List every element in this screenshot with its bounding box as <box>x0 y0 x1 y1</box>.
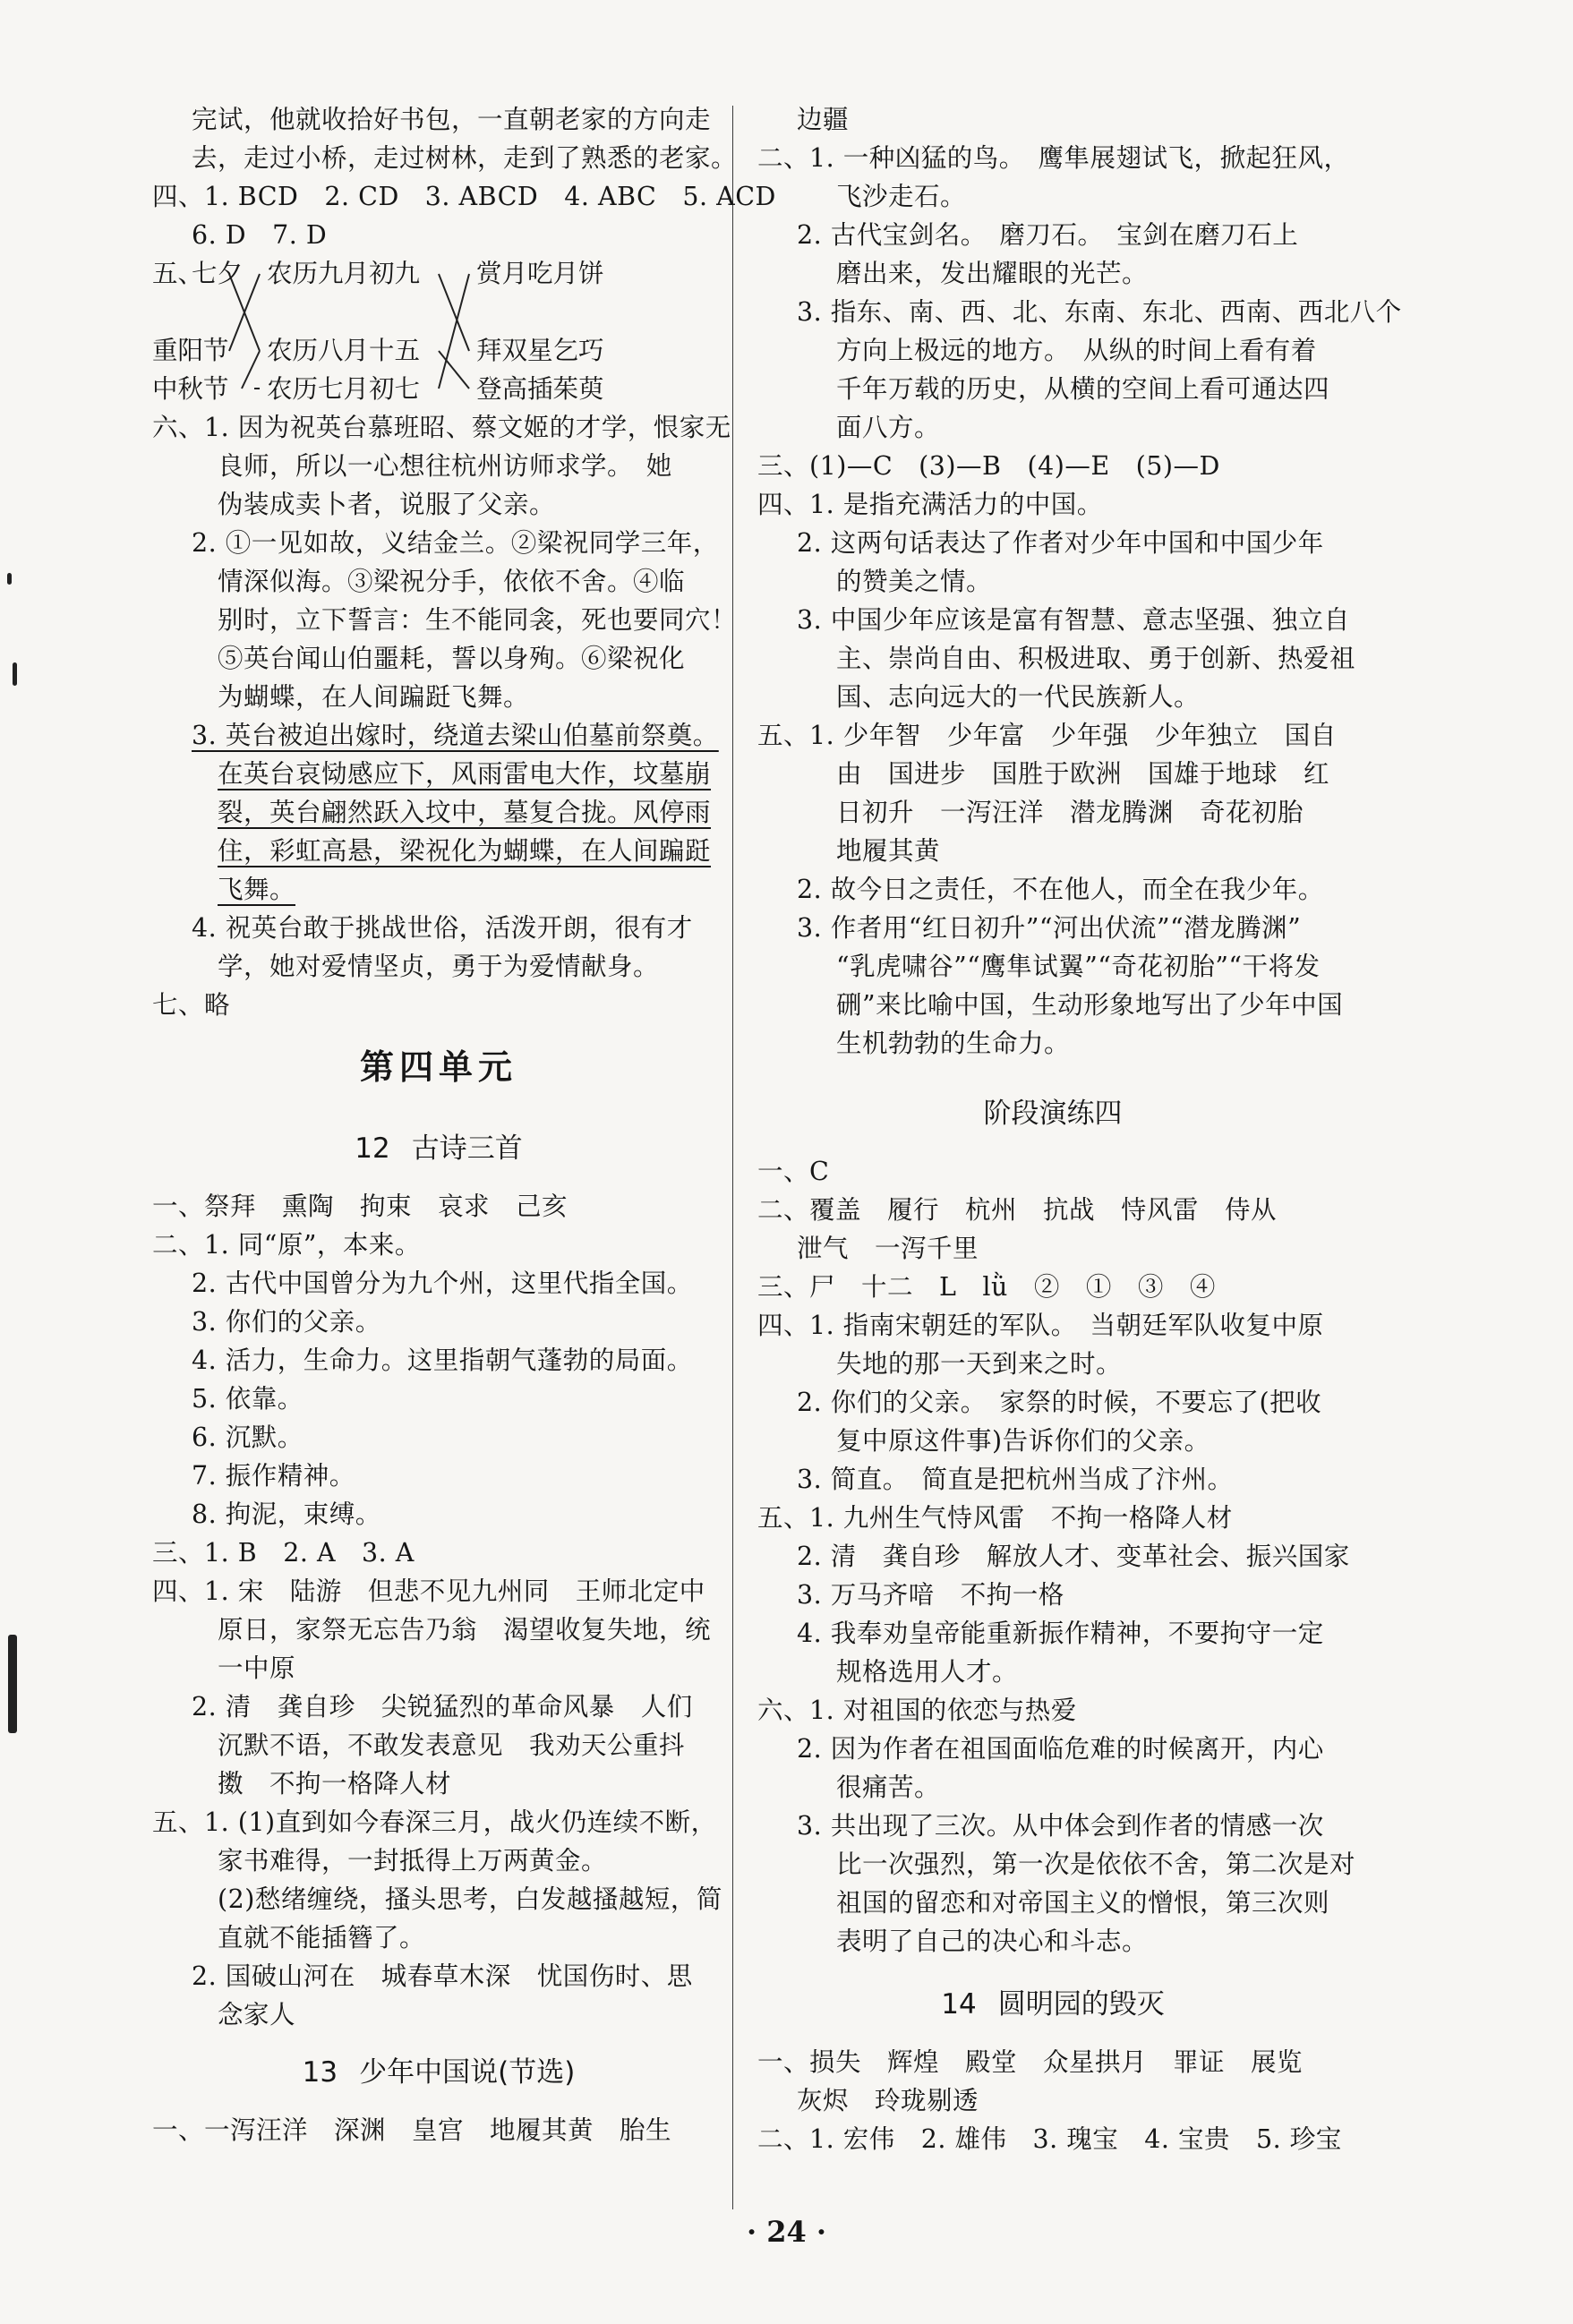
stage-practice-answers <box>757 1152 1356 1961</box>
answer-line: 4. 活力，生命力。这里指朝气蓬勃的局面。 <box>192 1346 693 1375</box>
answer-line: “乳虎啸谷”“鹰隼试翼”“奇花初胎”“干将发 <box>836 952 1321 981</box>
answer-line: 边疆 <box>797 105 850 134</box>
answer-line: 3. 简直。 简直是把杭州当成了汴州。 <box>797 1465 1234 1494</box>
answer-line: 表明了自己的决心和斗志。 <box>836 1927 1149 1956</box>
answer-line: 3. 作者用“红日初升”“河出伏流”“潜龙腾渊” <box>797 913 1302 943</box>
answer-line: 2. 古代宝剑名。 磨刀石。 宝剑在磨刀石上 <box>797 220 1299 250</box>
answer-line: 8. 拘泥，束缚。 <box>192 1499 381 1529</box>
answer-line: 一中原 <box>218 1653 296 1683</box>
answer-line: 2. 你们的父亲。 家祭的时候，不要忘了(把收 <box>797 1388 1322 1417</box>
answer-line: 很痛苦。 <box>836 1773 941 1802</box>
lesson-name: 少年中国说(节选) <box>359 2056 576 2089</box>
answer-line: 2. 因为作者在祖国面临危难的时候离开，内心 <box>797 1734 1324 1764</box>
answer-line: 2. 清 龚自珍 尖锐猛烈的革命风暴 人们 <box>192 1692 693 1722</box>
festival-2: 重阳节 <box>152 336 229 365</box>
date-1: 农历九月初九 <box>267 259 421 288</box>
lesson-number: 14 <box>941 1988 977 2021</box>
column-divider <box>732 106 733 2209</box>
answer-line: 2. ①一见如故，义结金兰。②梁祝同学三年， <box>192 528 719 558</box>
answer-line: 别时，立下誓言：生不能同衾，死也要同穴！ <box>218 605 738 635</box>
answer-line: 四、1. BCD 2. CD 3. ABCD 4. ABC 5. ACD <box>152 182 776 211</box>
answer-line: 二、覆盖 履行 杭州 抗战 恃风雷 侍从 <box>757 1195 1278 1225</box>
answer-line: 去，走过小桥，走过树林，走到了熟悉的老家。 <box>192 143 738 173</box>
answer-line: 三、1. B 2. A 3. A <box>152 1538 415 1568</box>
answer-line: ⑤英台闻山伯噩耗，誓以身殉。⑥梁祝化 <box>218 644 686 673</box>
answer-line: (2)愁绪缠绕，搔头思考，白发越搔越短，简 <box>218 1884 722 1914</box>
scan-binding-mark <box>8 1635 17 1733</box>
answer-line: 由 国进步 国胜于欧洲 国雄于地球 红 <box>836 759 1330 789</box>
answer-line: 3. 中国少年应该是富有智慧、意志坚强、独立自 <box>797 605 1350 635</box>
answer-line: 五、1. (1)直到如今春深三月，战火仍连续不断， <box>152 1807 717 1837</box>
lesson-14-title <box>757 1966 1348 2043</box>
answer-line: 在英台哀恸感应下，风雨雷电大作，坟墓崩 <box>218 759 712 789</box>
answer-line: 飞舞。 <box>218 875 296 904</box>
answer-line: 比一次强烈，第一次是依依不舍，第二次是对 <box>836 1850 1356 1879</box>
unit3-section-six-seven <box>152 408 738 1024</box>
answer-line: 生机勃勃的生命力。 <box>836 1029 1071 1058</box>
answer-line: 完试，他就收拾好书包，一直朝老家的方向走 <box>192 105 712 134</box>
answer-line: 二、1. 同“原”，本来。 <box>152 1230 421 1260</box>
answer-line: 为蝴蝶，在人间蹁跹飞舞。 <box>218 682 530 712</box>
stage-practice-title: 阶段演练四 <box>983 1098 1123 1130</box>
answer-line: 二、1. 一种凶猛的鸟。 鹰隼展翅试飞，掀起狂风， <box>757 143 1350 173</box>
answer-line: 住，彩虹高悬，梁祝化为蝴蝶，在人间蹁跹 <box>218 836 712 866</box>
custom-3: 登高插茱萸 <box>476 374 604 404</box>
page-number: · 24 · <box>746 2215 827 2249</box>
answer-line: 四、1. 是指充满活力的中国。 <box>757 490 1103 519</box>
answer-line: 国、志向远大的一代民族新人。 <box>836 682 1201 712</box>
answer-line: 裂，英台翩然跃入坟中，墓复合拢。风停雨 <box>218 798 712 827</box>
lesson-name: 古诗三首 <box>411 1132 523 1165</box>
answer-line: 面八方。 <box>836 413 941 442</box>
lesson-13-title <box>152 2034 725 2111</box>
unit3-continued-answers <box>152 100 776 254</box>
answer-line: 情深似海。③梁祝分手，依依不舍。④临 <box>218 567 686 596</box>
festival-1: 七夕 <box>192 259 244 288</box>
answer-line: 七、略 <box>152 990 231 1020</box>
answer-line: 4. 祝英台敢于挑战世俗，活泼开朗，很有才 <box>192 913 693 943</box>
unit-title: 第四单元 <box>359 1047 517 1087</box>
answer-line: 2. 清 龚自珍 解放人才、变革社会、振兴国家 <box>797 1542 1350 1571</box>
answer-line: 规格选用人才。 <box>836 1657 1019 1687</box>
answer-line: 复中原这件事)告诉你们的父亲。 <box>836 1426 1210 1456</box>
answer-line: 5. 依靠。 <box>192 1384 303 1414</box>
answer-line: 念家人 <box>218 2000 296 2029</box>
answer-line: 3. 共出现了三次。从中体会到作者的情感一次 <box>797 1811 1324 1841</box>
answer-line: 灰烬 玲珑剔透 <box>797 2086 979 2115</box>
answer-line: 6. D 7. D <box>192 220 328 250</box>
answer-line: 家书难得，一封抵得上万两黄金。 <box>218 1846 608 1875</box>
answer-line: 2. 这两句话表达了作者对少年中国和中国少年 <box>797 528 1324 558</box>
answer-line: 主、崇尚自由、积极进取、勇于创新、热爱祖 <box>836 644 1356 673</box>
answer-line: 3. 英台被迫出嫁时，绕道去梁山伯墓前祭奠。 <box>192 721 719 750</box>
custom-1: 赏月吃月饼 <box>476 259 604 288</box>
answer-line: 3. 指东、南、西、北、东南、东北、西南、西北八个 <box>797 297 1402 327</box>
answer-line: 沉默不语，不敢发表意见 我劝天公重抖 <box>218 1730 686 1760</box>
answer-line: 一、一泻汪洋 深渊 皇宫 地履其黄 胎生 <box>152 2115 672 2145</box>
answer-line: 泄气 一泻千里 <box>797 1234 979 1263</box>
answer-line: 擞 不拘一格降人材 <box>218 1769 452 1799</box>
answer-line: 磨出来，发出耀眼的光芒。 <box>836 259 1149 288</box>
answer-line: 地履其黄 <box>836 836 941 866</box>
answer-line: 祖国的留恋和对帝国主义的憎恨，第三次则 <box>836 1888 1330 1918</box>
answer-line: 飞沙走石。 <box>836 182 967 211</box>
date-2: 农历八月十五 <box>267 336 421 365</box>
answer-line: 一、祭拜 熏陶 拘束 哀求 己亥 <box>152 1192 569 1221</box>
answer-line: 五、1. 九州生气恃风雷 不拘一格降人材 <box>757 1503 1233 1533</box>
answer-line: 四、1. 宋 陆游 但悲不见九州同 王师北定中 <box>152 1576 705 1606</box>
date-3: 农历七月初七 <box>267 374 421 404</box>
answer-line: 6. 沉默。 <box>192 1423 303 1452</box>
answer-line: 硎”来比喻中国，生动形象地写出了少年中国 <box>836 990 1344 1020</box>
answer-line: 良师，所以一心想往杭州访师求学。 她 <box>218 451 672 481</box>
lesson-number: 12 <box>355 1132 390 1165</box>
left-column <box>152 100 776 2149</box>
lesson-12-title <box>152 1110 725 1187</box>
lesson-number: 13 <box>302 2056 338 2089</box>
answer-line: 六、1. 因为祝英台慕班昭、蔡文姬的才学，恨家无 <box>152 413 731 442</box>
answer-line: 7. 振作精神。 <box>192 1461 355 1491</box>
answer-line: 直就不能插簪了。 <box>218 1923 426 1952</box>
answer-line: 2. 故今日之责任，不在他人，而全在我少年。 <box>797 875 1324 904</box>
answer-line: 原日，家祭无忘告乃翁 渴望收复失地，统 <box>218 1615 712 1645</box>
lesson-12-answers <box>152 1187 725 2034</box>
answer-line: 2. 古代中国曾分为九个州，这里代指全国。 <box>192 1269 693 1298</box>
answer-line: 2. 国破山河在 城春草木深 忧国伤时、思 <box>192 1961 693 1991</box>
answer-line: 二、1. 宏伟 2. 雄伟 3. 瑰宝 4. 宝贵 5. 珍宝 <box>757 2124 1342 2154</box>
answer-line: 三、尸 十二 L lǜ ② ① ③ ④ <box>757 1272 1216 1302</box>
answer-line: 千年万载的历史，从横的空间上看可通达四 <box>836 374 1330 404</box>
answer-line: 的赞美之情。 <box>836 567 993 596</box>
answer-line: 日初升 一泻汪洋 潜龙腾渊 奇花初胎 <box>836 798 1304 827</box>
lesson-14-answers <box>757 2043 1348 2158</box>
custom-2: 拜双星乞巧 <box>476 336 604 365</box>
answer-line: 学，她对爱情坚贞，勇于为爱情献身。 <box>218 952 660 981</box>
answer-line: 三、(1)—C (3)—B (4)—E (5)—D <box>757 451 1220 481</box>
answer-line: 四、1. 指南宋朝廷的军队。 当朝廷军队收复中原 <box>757 1311 1324 1340</box>
lesson-13-answers-start <box>152 2111 725 2149</box>
scan-speck <box>13 662 17 686</box>
answer-line: 伪装成卖卜者，说服了父亲。 <box>218 490 556 519</box>
answer-line: 五、1. 少年智 少年富 少年强 少年独立 国自 <box>757 721 1337 750</box>
festival-matching-exercise <box>152 254 725 408</box>
answer-line: 3. 万马齐喑 不拘一格 <box>797 1580 1064 1610</box>
answer-line: 3. 你们的父亲。 <box>192 1307 381 1337</box>
answer-line: 方向上极远的地方。 从纵的时间上看有着 <box>836 336 1317 365</box>
lesson-name: 圆明园的毁灭 <box>997 1988 1165 2021</box>
festival-3: 中秋节 <box>152 374 229 404</box>
answer-line: 一、C <box>757 1157 830 1186</box>
answer-line: 六、1. 对祖国的依恋与热爱 <box>757 1696 1077 1725</box>
answer-line: 失地的那一天到来之时。 <box>836 1349 1123 1379</box>
matching-prefix: 五、 <box>152 259 204 288</box>
scan-speck <box>7 573 12 585</box>
answer-line: 一、损失 辉煌 殿堂 众星拱月 罪证 展览 <box>757 2047 1304 2077</box>
answer-line: 4. 我奉劝皇帝能重新振作精神，不要拘守一定 <box>797 1619 1324 1648</box>
right-column <box>757 100 1402 2158</box>
lesson-13-answers-continued <box>757 100 1402 1063</box>
